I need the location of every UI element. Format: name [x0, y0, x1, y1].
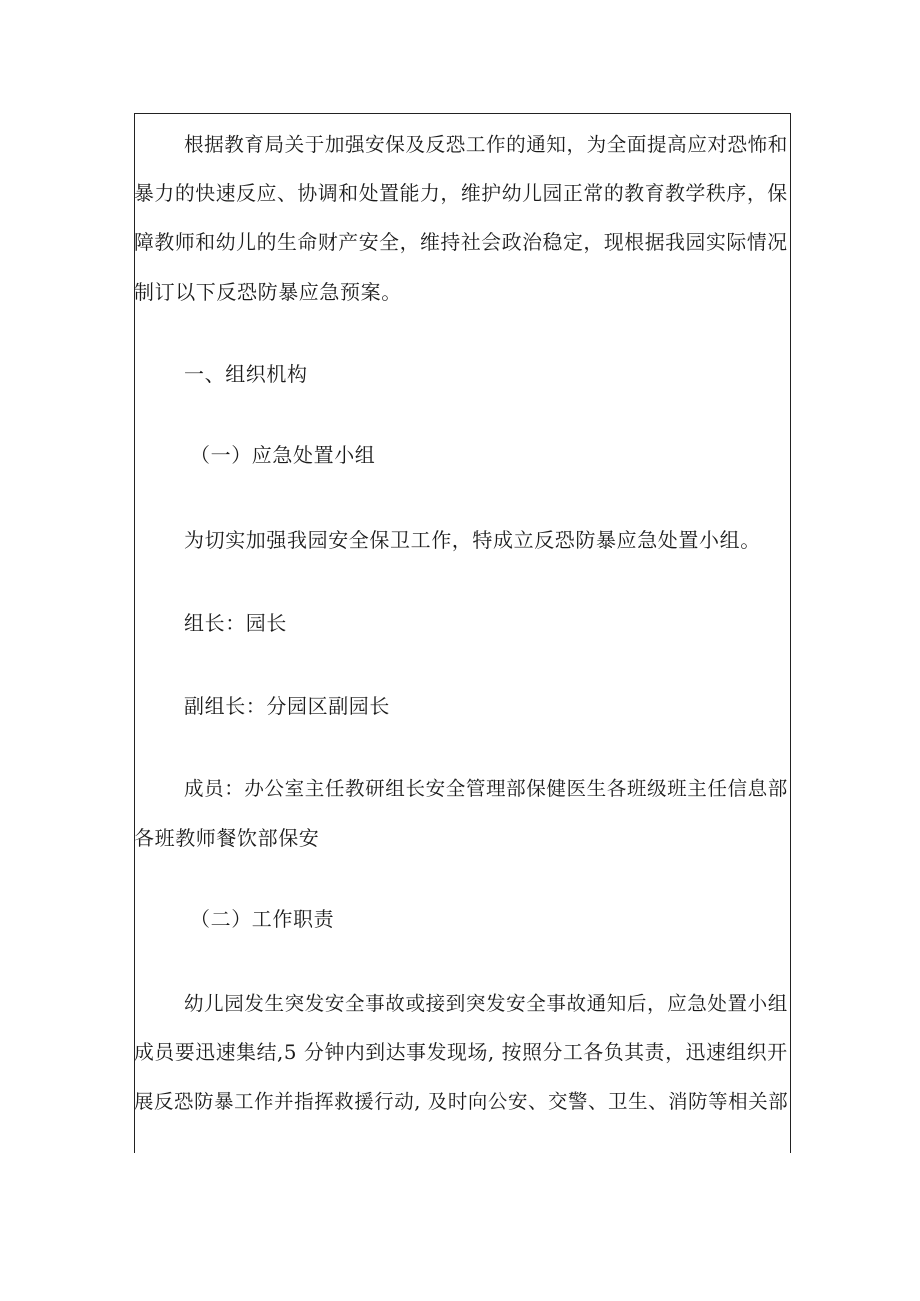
- intro-line-4: 制订以下反恐防暴应急预案。: [134, 280, 402, 304]
- intro-line-3: 障教师和幼儿的生命财产安全，维持社会政治稳定，现根据我园实际情况: [134, 231, 788, 254]
- subsection-1-heading: （一）应急处置小组: [190, 443, 376, 467]
- duties-line-3: 展反恐防暴工作并指挥救援行动, 及时向公安、交警、卫生、消防等相关部: [134, 1090, 789, 1113]
- deputy-leader-line: 副组长：分园区副园长: [184, 694, 390, 718]
- section-1-heading: 一、组织机构: [184, 362, 308, 386]
- duties-line-2: 成员要迅速集结,5 分钟内到达事发现场, 按照分工各负其责，迅速组织开: [134, 1041, 788, 1064]
- subsection-2-heading: （二）工作职责: [190, 907, 335, 931]
- members-line-2: 各班教师餐饮部保安: [134, 826, 320, 850]
- duties-line-1: 幼儿园发生突发安全事故或接到突发安全事故通知后，应急处置小组: [184, 992, 788, 1015]
- members-line-1: 成员：办公室主任教研组长安全管理部保健医生各班级班主任信息部: [184, 777, 788, 800]
- intro-line-2: 暴力的快速反应、协调和处置能力，维护幼儿园正常的教育教学秩序，保: [134, 182, 788, 205]
- leader-line: 组长：园长: [184, 611, 287, 635]
- subsection-1-body: 为切实加强我园安全保卫工作，特成立反恐防暴应急处置小组。: [184, 528, 761, 552]
- intro-line-1: 根据教育局关于加强安保及反恐工作的通知，为全面提高应对恐怖和: [184, 133, 788, 156]
